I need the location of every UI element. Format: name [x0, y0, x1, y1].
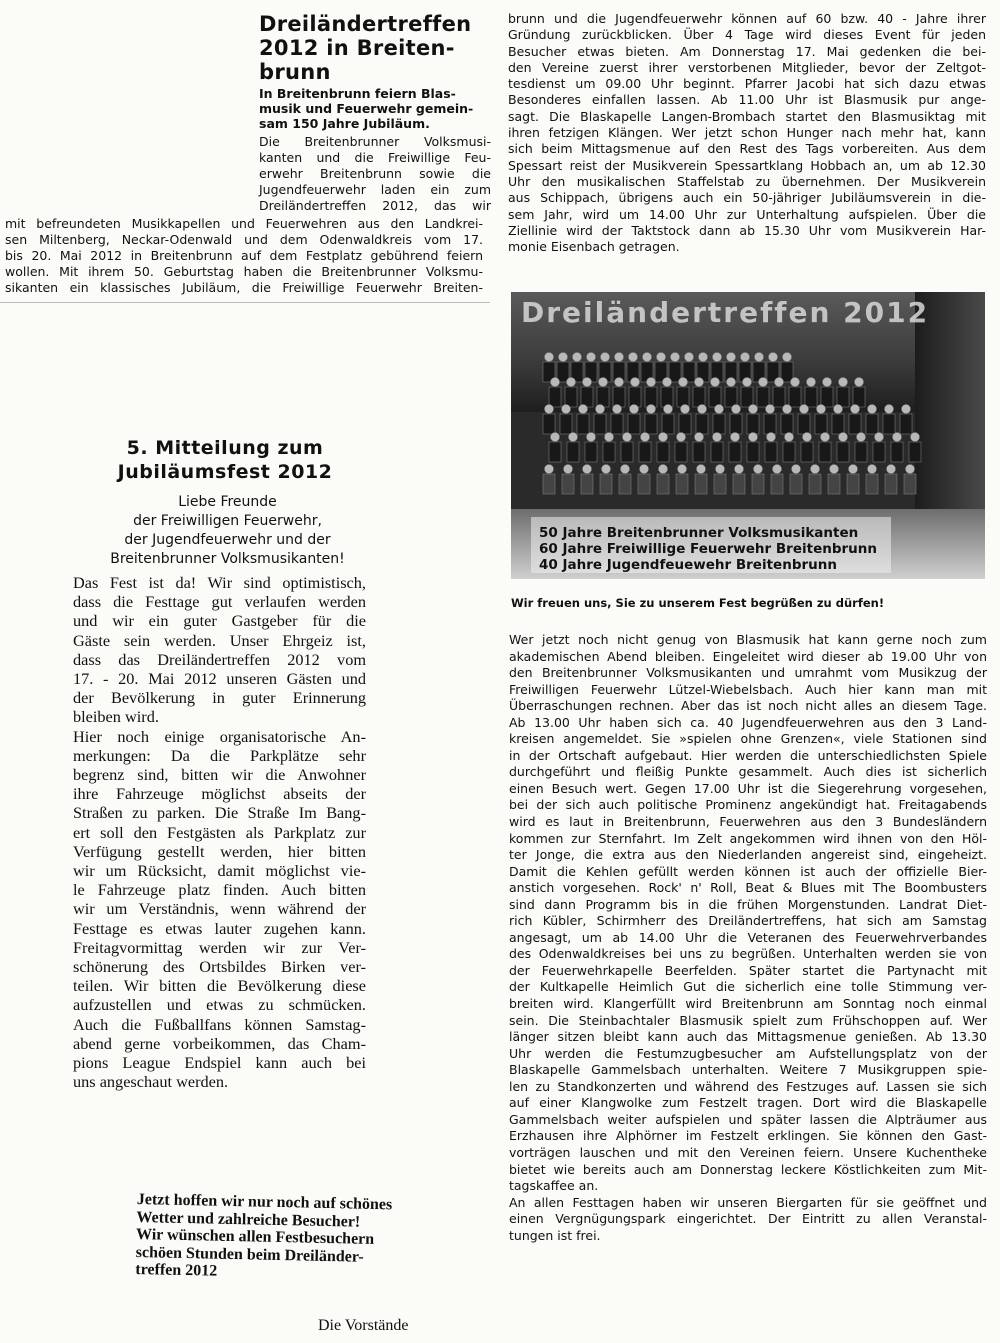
person-body: [549, 387, 561, 407]
person-head: [800, 405, 809, 414]
person-body: [747, 442, 759, 462]
person-head: [629, 353, 638, 362]
person-body: [628, 414, 640, 434]
person-head: [851, 405, 860, 414]
person-head: [785, 433, 794, 442]
person-body: [837, 387, 849, 407]
person-head: [834, 405, 843, 414]
person-body: [773, 387, 785, 407]
person-head: [713, 353, 722, 362]
clipping-edge: [0, 302, 490, 303]
person-head: [849, 465, 858, 474]
person-head: [857, 433, 866, 442]
person-head: [893, 433, 902, 442]
person-head: [743, 378, 752, 387]
person-body: [696, 414, 708, 434]
person-body: [629, 387, 641, 407]
person-head: [613, 405, 622, 414]
person-body: [676, 474, 688, 494]
person-head: [596, 405, 605, 414]
person-head: [773, 465, 782, 474]
person-body: [783, 442, 795, 462]
person-body: [789, 387, 801, 407]
person-head: [735, 465, 744, 474]
person-body: [711, 442, 723, 462]
person-body: [657, 442, 669, 462]
person-head: [562, 405, 571, 414]
article-right-column: brunn und die Jugendfeuerwehr können auf 60 bzw. 40 - Jahre ihrer Gründung zurückblicken. Über 4 Tage wird dieses Event für jeden Besucher etwas bieten. Am Donnerstag 17. Mai gedenken die bei- den Vereine zuerst ihrer verstorbenen Mitglieder, bevor der Zeltgot- tesdienst um 09.00 Uhr beginnt. Pfarrer Jacobi hat sich dazu etwas Besonderes einfallen lassen. Ab 11.00 Uhr ist Blasmusik pur ange- sagt. Die Blaskapelle Langen-Brombach startet den Blasmusiktag mit ihren fetzigen Klängen. Wer jetzt schon Hunger nach mehr hat, kann sich beim Mittagsmenue auf den Rest des Tags vorbereiten. Aus dem Spessart reist der Musikverein Spessartklang Hobbach an, um ab 12.30 Uhr den musikalischen Staffelstab zu übernehmen. Der Musikverein aus Schippach, übrigens auch ein 50-jähriger Jubiläumsverein in die- sem Jahr, wird um 14.00 Uhr zur Unterhaltung aufspielen. Über die Ziellinie wird der Taktstock dann ab 15.30 Uhr vom Musikverein Har- monie Eisenbach getragen.: [508, 11, 986, 255]
person-body: [801, 442, 813, 462]
person-head: [573, 353, 582, 362]
person-head: [769, 353, 778, 362]
person-head: [630, 405, 639, 414]
person-head: [583, 465, 592, 474]
person-head: [755, 353, 764, 362]
person-head: [545, 465, 554, 474]
person-head: [902, 405, 911, 414]
person-body: [603, 442, 615, 462]
person-head: [732, 405, 741, 414]
person-head: [621, 465, 630, 474]
person-body: [832, 414, 844, 434]
person-head: [695, 433, 704, 442]
person-body: [557, 362, 569, 382]
person-body: [645, 387, 657, 407]
person-body: [764, 414, 776, 434]
person-body: [669, 362, 681, 382]
person-head: [677, 433, 686, 442]
person-body: [713, 414, 725, 434]
person-body: [621, 442, 633, 462]
person-head: [711, 378, 720, 387]
notice-title: 5. Mitteilung zum Jubiläumsfest 2012: [117, 437, 333, 483]
person-head: [783, 405, 792, 414]
person-body: [904, 474, 916, 494]
person-head: [727, 378, 736, 387]
person-head: [545, 353, 554, 362]
person-body: [600, 474, 612, 494]
notice-closing: Jetzt hoffen wir nur noch auf schönes Wetter und zahlreiche Besucher! Wir wünschen allen Festbesuchern schöen Stunden beim Dreiländer- treffen 2012: [135, 1191, 393, 1280]
person-body: [805, 387, 817, 407]
person-body: [645, 414, 657, 434]
person-head: [659, 433, 668, 442]
person-head: [839, 378, 848, 387]
person-head: [839, 433, 848, 442]
person-body: [549, 442, 561, 462]
person-body: [693, 387, 705, 407]
person-head: [569, 433, 578, 442]
person-head: [643, 353, 652, 362]
person-body: [828, 474, 840, 494]
person-body: [611, 414, 623, 434]
person-head: [679, 378, 688, 387]
person-body: [567, 442, 579, 462]
person-head: [885, 405, 894, 414]
person-head: [678, 465, 687, 474]
person-head: [623, 433, 632, 442]
person-head: [716, 465, 725, 474]
person-body: [781, 362, 793, 382]
person-head: [697, 465, 706, 474]
person-head: [766, 405, 775, 414]
person-body: [695, 474, 707, 494]
photo-subcaption: Wir freuen uns, Sie zu unserem Fest begrüßen zu dürfen!: [511, 596, 885, 610]
person-body: [709, 387, 721, 407]
person-head: [567, 378, 576, 387]
person-body: [677, 387, 689, 407]
person-head: [749, 405, 758, 414]
person-body: [873, 442, 885, 462]
group-photo: [511, 292, 985, 579]
person-body: [730, 414, 742, 434]
person-head: [715, 405, 724, 414]
person-head: [551, 433, 560, 442]
person-body: [853, 387, 865, 407]
person-head: [599, 378, 608, 387]
person-head: [754, 465, 763, 474]
person-body: [661, 387, 673, 407]
person-head: [713, 433, 722, 442]
person-body: [543, 414, 555, 434]
person-body: [657, 474, 669, 494]
person-body: [855, 442, 867, 462]
person-head: [868, 465, 877, 474]
photo-crowd: [531, 337, 931, 517]
person-head: [559, 353, 568, 362]
person-head: [602, 465, 611, 474]
person-head: [663, 378, 672, 387]
person-head: [749, 433, 758, 442]
person-head: [830, 465, 839, 474]
person-head: [775, 378, 784, 387]
crowd-heads: [543, 353, 921, 495]
person-body: [733, 474, 745, 494]
article-title: Dreiländertreffen 2012 in Breiten- brunn: [259, 12, 472, 84]
notice-signature: Die Vorstände: [318, 1317, 409, 1334]
person-body: [849, 414, 861, 434]
person-head: [823, 378, 832, 387]
person-body: [747, 414, 759, 434]
person-head: [579, 405, 588, 414]
person-head: [647, 378, 656, 387]
person-body: [675, 442, 687, 462]
person-head: [791, 378, 800, 387]
person-head: [583, 378, 592, 387]
person-head: [811, 465, 820, 474]
person-head: [759, 378, 768, 387]
person-body: [560, 414, 572, 434]
person-head: [587, 433, 596, 442]
person-head: [681, 405, 690, 414]
person-body: [765, 442, 777, 462]
person-head: [803, 433, 812, 442]
person-body: [771, 474, 783, 494]
person-head: [615, 353, 624, 362]
person-body: [819, 442, 831, 462]
person-body: [837, 442, 849, 462]
person-head: [657, 353, 666, 362]
person-body: [619, 474, 631, 494]
person-head: [783, 353, 792, 362]
person-head: [731, 433, 740, 442]
person-body: [577, 414, 589, 434]
person-head: [906, 465, 915, 474]
person-head: [807, 378, 816, 387]
notice-greeting: Liebe Freunde der Freiwilligen Feuerwehr, der Jugendfeuerwehr und der Breitenbrunner Volksmusikanten!: [110, 494, 345, 567]
person-body: [562, 474, 574, 494]
person-body: [866, 474, 878, 494]
person-head: [641, 433, 650, 442]
person-head: [564, 465, 573, 474]
person-head: [647, 405, 656, 414]
person-body: [809, 474, 821, 494]
person-body: [821, 387, 833, 407]
person-head: [817, 405, 826, 414]
person-body: [815, 414, 827, 434]
person-body: [693, 442, 705, 462]
person-body: [597, 387, 609, 407]
person-head: [671, 353, 680, 362]
person-head: [875, 433, 884, 442]
person-body: [909, 442, 921, 462]
person-body: [798, 414, 810, 434]
person-head: [792, 465, 801, 474]
article-lead: In Breitenbrunn feiern Blas- musik und Feuerwehr gemein- sam 150 Jahre Jubiläum.: [259, 86, 474, 131]
person-head: [605, 433, 614, 442]
person-body: [757, 387, 769, 407]
person-head: [868, 405, 877, 414]
person-body: [891, 442, 903, 462]
person-head: [741, 353, 750, 362]
person-head: [911, 433, 920, 442]
person-head: [767, 433, 776, 442]
person-body: [781, 414, 793, 434]
person-head: [698, 405, 707, 414]
person-body: [662, 414, 674, 434]
person-head: [699, 353, 708, 362]
person-body: [847, 474, 859, 494]
person-body: [741, 387, 753, 407]
person-head: [887, 465, 896, 474]
person-head: [664, 405, 673, 414]
person-body: [581, 387, 593, 407]
person-body: [613, 387, 625, 407]
person-head: [855, 378, 864, 387]
person-body: [565, 387, 577, 407]
notice-body: Das Fest ist da! Wir sind optimistisch, dass die Festtage gut verlaufen werden und wir ein guter Gastgeber für die Gäste sein werden. Unser Ehrgeiz ist, dass das Dreiländertreffen 2012 vom 17. - 20. Mai 2012 unseren Gästen und der Bevölkerung in guter Erinnerung bleiben wird. Hier noch einige organisatorische An- merkungen: Da die Parkplätze sehr begrenz sind, bitten wir die Anwohner ihre Fahrzeuge möglichst abseits der Straßen zu parken. Die Straße Im Bang- ert soll den Festgästen als Parkplatz zur Verfügung gestellt werden, hier bitten wir um Rücksicht, damit möglichst vie- le Fahrzeuge platz finden. Auch bitten wir um Verständnis, wenn während der Festtage es etwas lauter zugehen kann. Freitagvormittag werden wir zur Ver- schönerung des Ortsbildes Birken ver- teilen. Wir bitten die Bevölkerung diese aufzustellen und etwas zu schmücken. Auch die Fußballfans können Samstag- abend gerne vorbeikommen, das Cham- pions League Endspiel kann auch bei uns angeschaut werden.: [73, 573, 366, 1092]
photo-caption-line: 50 Jahre Breitenbrunner Volksmusikanten: [539, 525, 859, 541]
person-head: [601, 353, 610, 362]
person-body: [725, 387, 737, 407]
person-body: [885, 474, 897, 494]
person-body: [679, 414, 691, 434]
person-head: [659, 465, 668, 474]
person-body: [900, 414, 912, 434]
person-body: [790, 474, 802, 494]
person-body: [752, 474, 764, 494]
person-body: [639, 442, 651, 462]
person-head: [821, 433, 830, 442]
person-head: [640, 465, 649, 474]
article-wide-paragraph: mit befreundeten Musikkapellen und Feuerwehren aus den Landkrei- sen Miltenberg, Neckar-Odenwald und dem Odenwaldkreis vom 17. bis 20. Mai 2012 in Breitenbrunn auf dem Festplatz gebührend feiern wollen. Mit ihrem 50. Geburtstag haben die Breitenbrunner Volksmu- sikanten ein klassisches Jubiläum, die Freiwillige Feuerwehr Breiten-: [5, 216, 483, 295]
photo-caption-line: 60 Jahre Freiwillige Feuerwehr Breitenbrunn: [539, 541, 878, 557]
person-body: [729, 442, 741, 462]
article-continued: Wer jetzt noch nicht genug von Blasmusik hat kann gerne noch zum akademischen Abend bleiben. Eingeleitet wird dieser ab 19.00 Uhr von den Breitenbrunner Volksmusikanten und umrahmt vom Musikzug der Freiwilligen Feuerwehr Lützel-Wiebelsbach. Auch hier kann man mit Überraschungen rechnen. Aber das ist noch nicht alles an diesem Tage. Ab 13.00 Uhr haben sich ca. 40 Jugendfeuerwehren aus den 3 Land- kreisen angemeldet. Sie »spielen ohne Grenzen«, viele Stationen sind in der Ortschaft aufgebaut. Hier werden die unterschiedlichsten Spiele durchgeführt und fleißig Punkte gesammelt. Auch dies ist sicherlich einen Besuch wert. Gegen 17.00 Uhr ist die Siegerehrung vorgesehen, bei der sich auch politische Prominenz angekündigt hat. Freitagabends wird es laut in Breitenbrunn, Feuerwehren aus den 3 Bundesländern kommen zur Sternfahrt. Im Zelt angekommen wird ihnen von den Höl- ter Jonge, die extra aus den Niederlanden angereist sind, eingeheizt. Damit die Kehlen gefüllt werden können ist auch der offizielle Bier- anstich vorgesehen. Rock' n' Roll, Beat & Blues mit The Boombusters sind dann Programm bis in die frühen Morgenstunden. Landrat Diet- rich Kübler, Schirmherr des Dreiländertreffens, hat sich am Samstag angesagt, um ab 14.00 Uhr die Veteranen des Feuerwehrverbandes des Odenwaldkreises bei uns zu begrüßen. Unterhalten werden sie von der Feuerwehrkapelle Beerfelden. Später startet die Partynacht mit der Kultkapelle Heimlich Gut die sicherlich eine tolle Stimmung ver- breiten wird. Klangerfüllt wird Breitenbrunn am Sonntag noch einmal sein. Die Steinbachtaler Blasmusik spielt zum Frühschoppen auf. Wer länger sitzen bleibt kann auch das Mittagsmenue genießen. Ab 13.30 Uhr werden die Festumzugbesucher am Aufstellungsplatz von der Blaskapelle Gammelsbach unterhalten. Weitere 7 Musikgruppen spie- len zu Standkonzerten und während des Festzuges auf. Lassen sie sich auf einer Klangwolke zum Festzelt tragen. Dort wird die Blaskapelle Gammelsbach weiter aufspielen und später lassen die Alpträumer aus Erzhausen ihre Alphörner im Festzelt erklingen. Sie können den Gast- vorträgen lauschen und mit den Vereinen feiern. Unsere Kuchentheke bietet wie bereits auch am Donnerstag leckere Köstlichkeiten zum Mit- tagskaffee an. An allen Festtagen haben wir unseren Biergarten für sie geöffnet und einen Vergnügungspark eingerichtet. Der Eintritt zu allen Veranstal- tungen ist frei.: [509, 632, 987, 1243]
article-intro: Die Breitenbrunner Volksmusi- kanten und die Freiwillige Feu- erwehr Breitenbrunn sowie die Jugendfeuerwehr laden ein zum Dreiländertreffen 2012, das wir: [259, 134, 491, 213]
photo-caption-line: 40 Jahre Jugendfeuewehr Breitenbrunn: [539, 557, 837, 573]
person-body: [866, 414, 878, 434]
person-head: [631, 378, 640, 387]
person-head: [685, 353, 694, 362]
person-head: [615, 378, 624, 387]
person-head: [545, 405, 554, 414]
person-body: [594, 414, 606, 434]
person-head: [695, 378, 704, 387]
person-body: [714, 474, 726, 494]
person-body: [883, 414, 895, 434]
person-head: [551, 378, 560, 387]
person-body: [638, 474, 650, 494]
person-body: [581, 474, 593, 494]
photo-banner-text: Dreiländertreffen 2012: [521, 296, 930, 329]
person-head: [727, 353, 736, 362]
person-body: [585, 442, 597, 462]
person-body: [543, 474, 555, 494]
person-head: [587, 353, 596, 362]
